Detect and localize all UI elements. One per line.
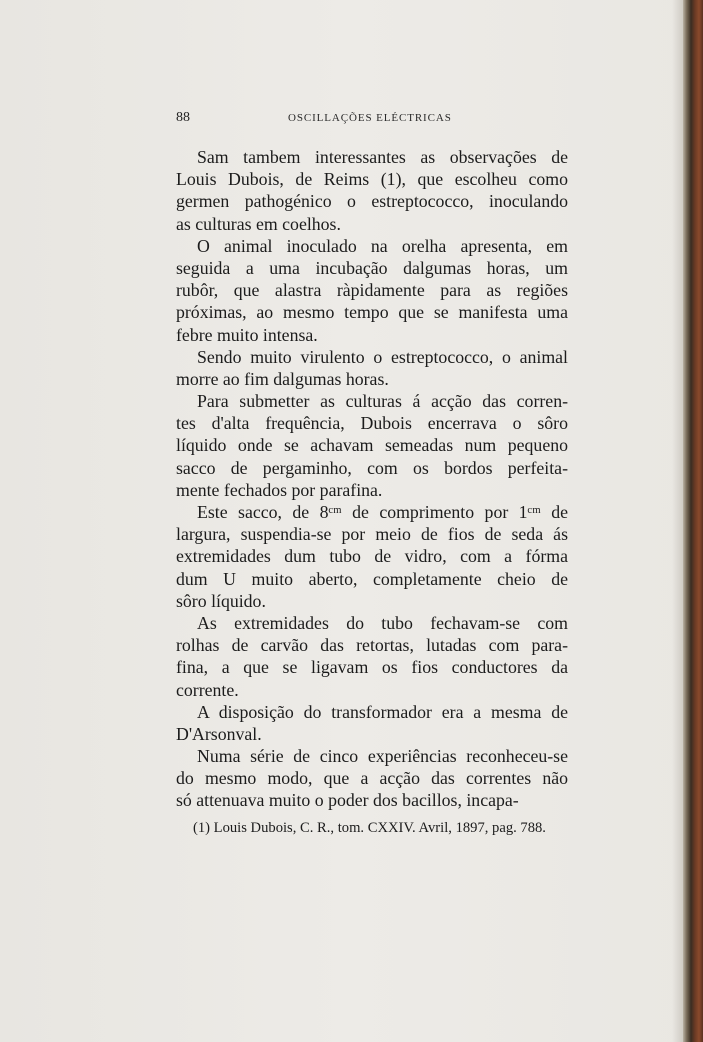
- text-line: sôro líquido.: [176, 590, 266, 611]
- text-line: As extremidades do tubo fechavam-se com: [197, 612, 568, 633]
- text-line: só attenuava muito o poder dos bacillos, incapa-: [176, 790, 519, 811]
- text-line: do mesmo modo, que a acção das correntes não: [176, 768, 568, 789]
- text-line: rubôr, que alastra ràpidamente para as regiões: [176, 280, 568, 301]
- text-line: próximas, ao mesmo tempo que se manifesta uma: [176, 302, 568, 323]
- text-line: largura, suspendia-se por meio de fios de seda ás: [176, 524, 568, 545]
- paragraph: [176, 612, 568, 701]
- text-line: O animal inoculado na orelha apresenta, em: [197, 235, 568, 256]
- text-line: Sendo muito virulento o estreptococco, o animal: [197, 346, 568, 367]
- text-line: germen pathogénico o estreptococco, inoculando: [176, 191, 568, 212]
- paragraph: [176, 745, 568, 812]
- text-line: A disposição do transformador era a mesma de: [197, 701, 568, 722]
- paragraph: [176, 346, 568, 390]
- running-head: OSCILLAÇÕES ELÉCTRICAS: [288, 112, 452, 124]
- book-binding-edge: [683, 0, 703, 1042]
- text-line: extremidades dum tubo de vidro, com a fórma: [176, 546, 568, 567]
- page-number: 88: [176, 110, 190, 125]
- text-line: morre ao fim dalgumas horas.: [176, 368, 389, 389]
- text-line: tes d'alta frequência, Dubois encerrava o sôro: [176, 413, 568, 434]
- text-line: fina, a que se ligavam os fios conductores da: [176, 657, 568, 678]
- body-text: [176, 146, 568, 812]
- text-line: Sam tambem interessantes as observações de: [197, 147, 568, 167]
- page-header: [176, 110, 568, 130]
- text-line: líquido onde se achavam semeadas num pequeno: [176, 435, 568, 456]
- text-line: sacco de pergaminho, com os bordos perfeita-: [176, 457, 568, 478]
- text-line: Numa série de cinco experiências reconheceu-se: [197, 746, 568, 767]
- paragraph: [176, 146, 568, 235]
- text-line: dum U muito aberto, completamente cheio de: [176, 568, 568, 589]
- text-line: seguida a uma incubação dalgumas horas, um: [176, 257, 568, 278]
- text-line: Louis Dubois, de Reims (1), que escolheu como: [176, 169, 568, 190]
- text-line: febre muito intensa.: [176, 324, 318, 345]
- text-line: Este sacco, de 8ᶜᵐ de comprimento por 1ᶜᵐ de: [197, 502, 568, 522]
- paragraph: [176, 390, 568, 501]
- text-line: corrente.: [176, 679, 239, 700]
- text-line: mente fechados por parafina.: [176, 479, 383, 500]
- paragraph: [176, 501, 568, 612]
- paragraph: [176, 701, 568, 745]
- text-line: rolhas de carvão das retortas, lutadas com para-: [176, 635, 568, 656]
- text-line: Para submetter as culturas á acção das corren-: [197, 391, 568, 412]
- text-line: D'Arsonval.: [176, 723, 262, 744]
- text-line: as culturas em coelhos.: [176, 213, 341, 234]
- footnote: (1) Louis Dubois, C. R., tom. CXXIV. Avril, 1897, pag. 788.: [193, 820, 546, 836]
- paragraph: [176, 235, 568, 346]
